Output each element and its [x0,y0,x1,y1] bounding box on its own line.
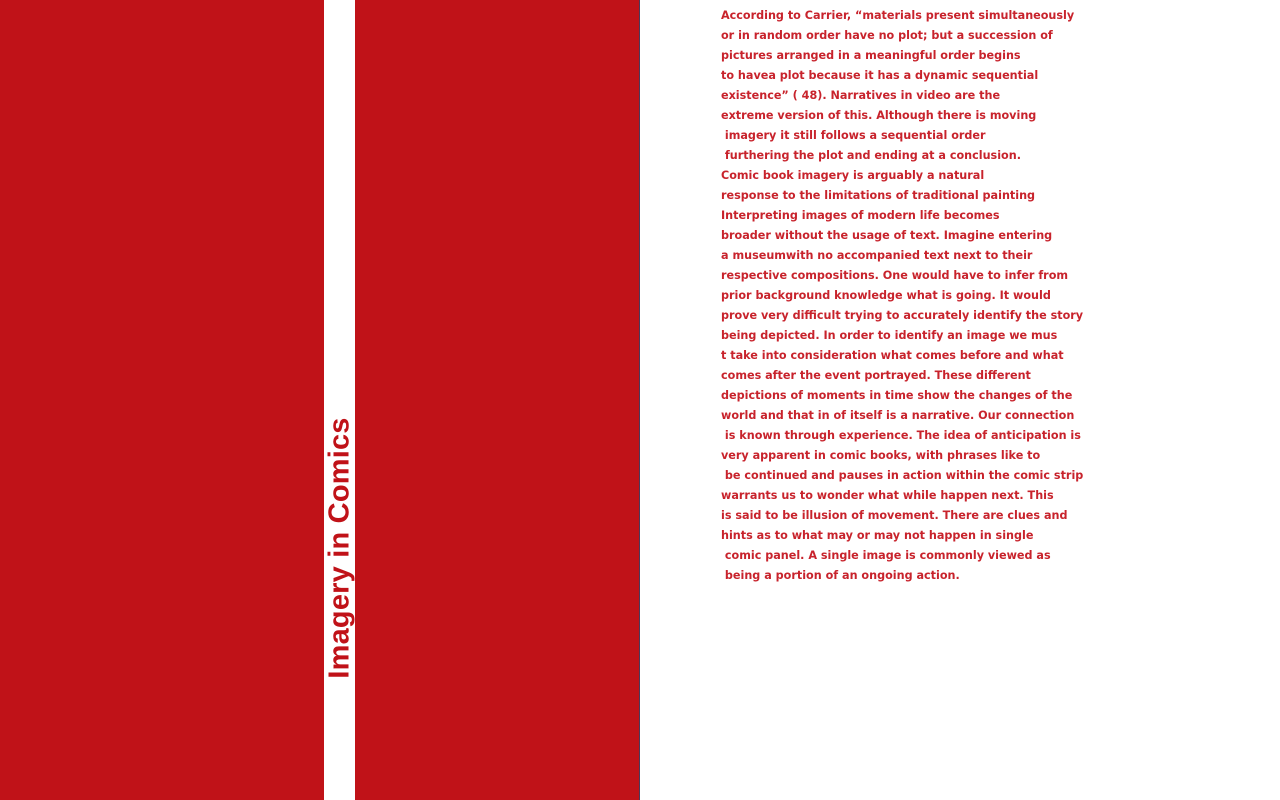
body-text-line: broader without the usage of text. Imagine entering [721,229,1053,242]
red-color-block-left [0,0,324,800]
body-text-line: warrants us to wonder what while happen next. This [721,489,1054,502]
body-text-line: prove very difficult trying to accurately identify the story [721,309,1084,322]
body-text-line: is known through experience. The idea of anticipation is [721,429,1081,442]
body-text-line: is said to be illusion of movement. There are clues and [721,509,1068,522]
body-text-line: furthering the plot and ending at a conclusion. [721,149,1021,162]
body-text-line: a museumwith no accompanied text next to their [721,249,1033,262]
body-text-line: existence” ( 48). Narratives in video are the [721,89,1001,102]
body-text-line: be continued and pauses in action within the comic strip [721,469,1084,482]
body-text-line: t take into consideration what comes before and what [721,349,1064,362]
page-gutter-divider [639,0,640,800]
body-text-line: being a portion of an ongoing action. [721,569,960,582]
body-text-line: depictions of moments in time show the changes of the [721,389,1073,402]
vertical-page-title: Imagery in Comics [323,417,356,679]
body-text-line: respective compositions. One would have to infer from [721,269,1069,282]
body-text-line: imagery it still follows a sequential order [721,129,986,142]
body-text-line: extreme version of this. Although there is moving [721,109,1037,122]
body-text-line: prior background knowledge what is going. It would [721,289,1051,302]
body-text-line: or in random order have no plot; but a succession of [721,29,1053,42]
body-text-line: response to the limitations of traditional painting [721,189,1036,202]
title-strip [324,0,355,800]
body-text-line: Interpreting images of modern life becomes [721,209,1000,222]
body-text-line: Comic book imagery is arguably a natural [721,169,985,182]
body-text-line: hints as to what may or may not happen in single [721,529,1034,542]
red-color-block-right [355,0,639,800]
body-text-line: very apparent in comic books, with phrases like to [721,449,1041,462]
body-text-line: comic panel. A single image is commonly viewed as [721,549,1051,562]
body-text-column [721,6,1084,586]
body-text-line: being depicted. In order to identify an image we mus [721,329,1058,342]
body-text-line: comes after the event portrayed. These different [721,369,1031,382]
body-text-line: to havea plot because it has a dynamic sequential [721,69,1039,82]
body-text-line: According to Carrier, “materials present simultaneously [721,9,1075,22]
body-text-line: pictures arranged in a meaningful order begins [721,49,1021,62]
body-text-line: world and that in of itself is a narrative. Our connection [721,409,1075,422]
